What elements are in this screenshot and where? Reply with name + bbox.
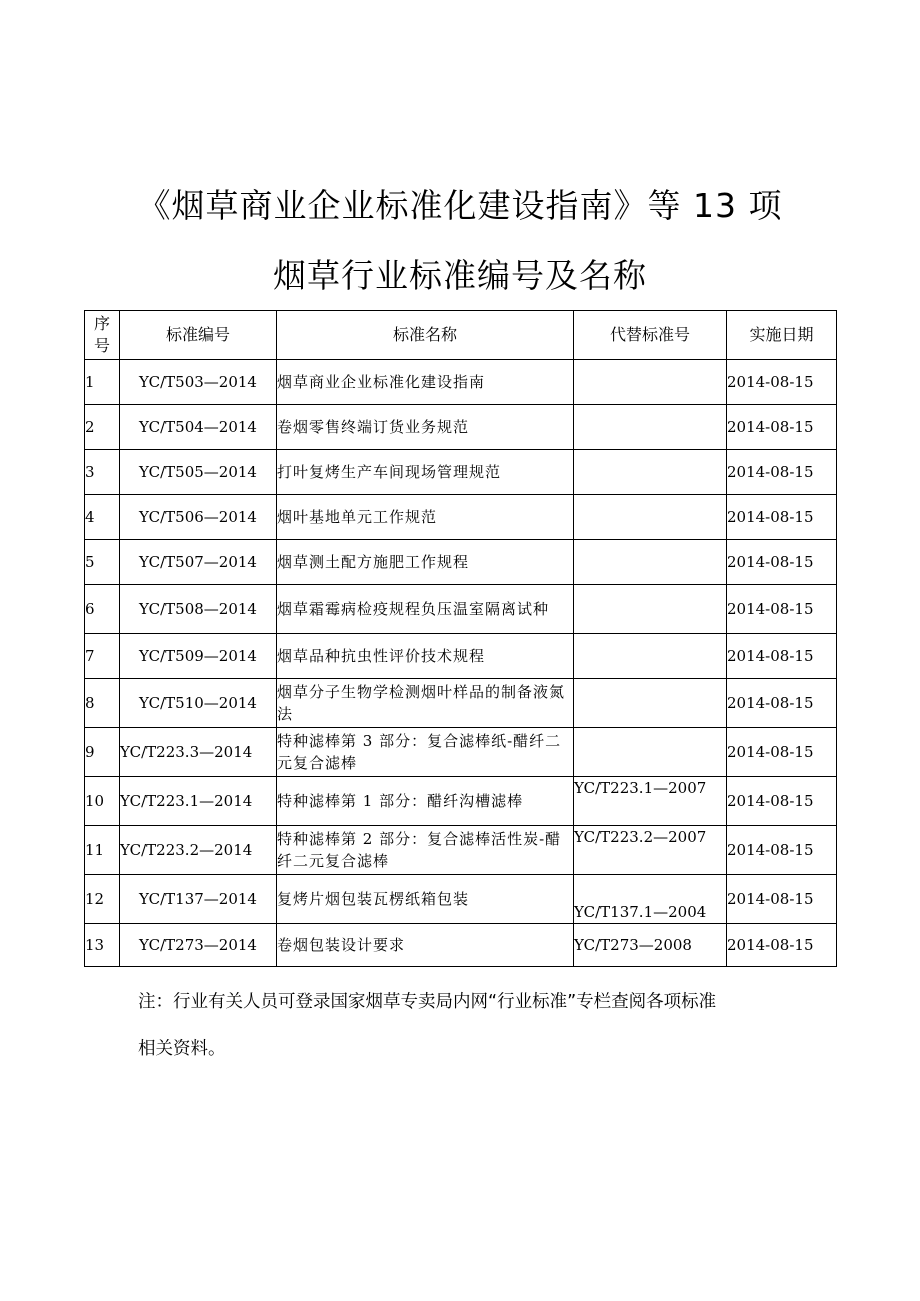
cell-replaces (574, 495, 727, 540)
table-row (85, 585, 837, 634)
cell-date: 2014-08-15 (727, 826, 837, 875)
cell-replaces (574, 679, 727, 728)
cell-date: 2014-08-15 (727, 634, 837, 679)
cell-name: 特种滤棒第 1 部分：醋纤沟槽滤棒 (277, 777, 574, 826)
cell-code: YC/T508—2014 (120, 585, 277, 634)
table-row (85, 634, 837, 679)
cell-name: 卷烟包装设计要求 (277, 924, 574, 967)
cell-replaces (574, 450, 727, 495)
cell-replaces: YC/T223.1—2007 (574, 777, 727, 826)
cell-date: 2014-08-15 (727, 728, 837, 777)
cell-code: YC/T273—2014 (120, 924, 277, 967)
cell-name: 烟草商业企业标准化建设指南 (277, 360, 574, 405)
cell-name: 烟草测土配方施肥工作规程 (277, 540, 574, 585)
cell-date: 2014-08-15 (727, 585, 837, 634)
table-row (85, 450, 837, 495)
table-row (85, 777, 837, 826)
cell-index: 2 (85, 405, 120, 450)
cell-name: 特种滤棒第 3 部分：复合滤棒纸-醋纤二元复合滤棒 (277, 728, 574, 777)
cell-index: 12 (85, 875, 120, 924)
note-line2: 相关资料。 (138, 1039, 226, 1059)
cell-date: 2014-08-15 (727, 777, 837, 826)
cell-replaces (574, 360, 727, 405)
cell-date: 2014-08-15 (727, 875, 837, 924)
cell-date: 2014-08-15 (727, 405, 837, 450)
cell-code: YC/T137—2014 (120, 875, 277, 924)
table-row (85, 540, 837, 585)
cell-index: 5 (85, 540, 120, 585)
cell-date: 2014-08-15 (727, 360, 837, 405)
cell-index: 1 (85, 360, 120, 405)
cell-code: YC/T503—2014 (120, 360, 277, 405)
cell-date: 2014-08-15 (727, 924, 837, 967)
standards-table (84, 310, 837, 967)
cell-code: YC/T223.1—2014 (120, 777, 277, 826)
cell-index: 9 (85, 728, 120, 777)
table-row (85, 826, 837, 875)
document-title-line1: 《烟草商业企业标准化建设指南》等 13 项 (137, 186, 783, 225)
cell-code: YC/T510—2014 (120, 679, 277, 728)
cell-replaces: YC/T137.1—2004 (574, 875, 727, 924)
cell-replaces (574, 405, 727, 450)
cell-index: 3 (85, 450, 120, 495)
table-row (85, 405, 837, 450)
header-name: 标准名称 (277, 311, 574, 360)
header-date: 实施日期 (727, 311, 837, 360)
header-code: 标准编号 (120, 311, 277, 360)
cell-index: 8 (85, 679, 120, 728)
cell-name: 烟草霜霉病检疫规程负压温室隔离试种 (277, 585, 574, 634)
cell-index: 7 (85, 634, 120, 679)
document-title-line2: 烟草行业标准编号及名称 (273, 256, 647, 295)
cell-index: 13 (85, 924, 120, 967)
cell-replaces: YC/T273—2008 (574, 924, 727, 967)
cell-code: YC/T505—2014 (120, 450, 277, 495)
cell-name: 烟草品种抗虫性评价技术规程 (277, 634, 574, 679)
cell-date: 2014-08-15 (727, 540, 837, 585)
cell-replaces (574, 728, 727, 777)
note-line1: 注：行业有关人员可登录国家烟草专卖局内网“行业标准”专栏查阅各项标准 (138, 992, 717, 1012)
cell-code: YC/T507—2014 (120, 540, 277, 585)
header-index: 序号 (85, 311, 120, 360)
cell-date: 2014-08-15 (727, 679, 837, 728)
table-row (85, 360, 837, 405)
cell-replaces (574, 634, 727, 679)
cell-name: 烟叶基地单元工作规范 (277, 495, 574, 540)
cell-code: YC/T504—2014 (120, 405, 277, 450)
cell-date: 2014-08-15 (727, 495, 837, 540)
cell-index: 6 (85, 585, 120, 634)
cell-code: YC/T509—2014 (120, 634, 277, 679)
cell-replaces: YC/T223.2—2007 (574, 826, 727, 875)
cell-name: 烟草分子生物学检测烟叶样品的制备液氮法 (277, 679, 574, 728)
table-row (85, 924, 837, 967)
cell-name: 打叶复烤生产车间现场管理规范 (277, 450, 574, 495)
cell-replaces (574, 540, 727, 585)
cell-name: 卷烟零售终端订货业务规范 (277, 405, 574, 450)
table-row (85, 679, 837, 728)
cell-index: 4 (85, 495, 120, 540)
cell-code: YC/T506—2014 (120, 495, 277, 540)
cell-index: 10 (85, 777, 120, 826)
cell-code: YC/T223.2—2014 (120, 826, 277, 875)
table-row (85, 495, 837, 540)
cell-name: 特种滤棒第 2 部分：复合滤棒活性炭-醋纤二元复合滤棒 (277, 826, 574, 875)
cell-name: 复烤片烟包装瓦楞纸箱包装 (277, 875, 574, 924)
cell-date: 2014-08-15 (727, 450, 837, 495)
header-replaces: 代替标准号 (574, 311, 727, 360)
table-row (85, 728, 837, 777)
table-row (85, 875, 837, 924)
cell-index: 11 (85, 826, 120, 875)
cell-replaces (574, 585, 727, 634)
cell-code: YC/T223.3—2014 (120, 728, 277, 777)
table-header-row (85, 311, 837, 360)
